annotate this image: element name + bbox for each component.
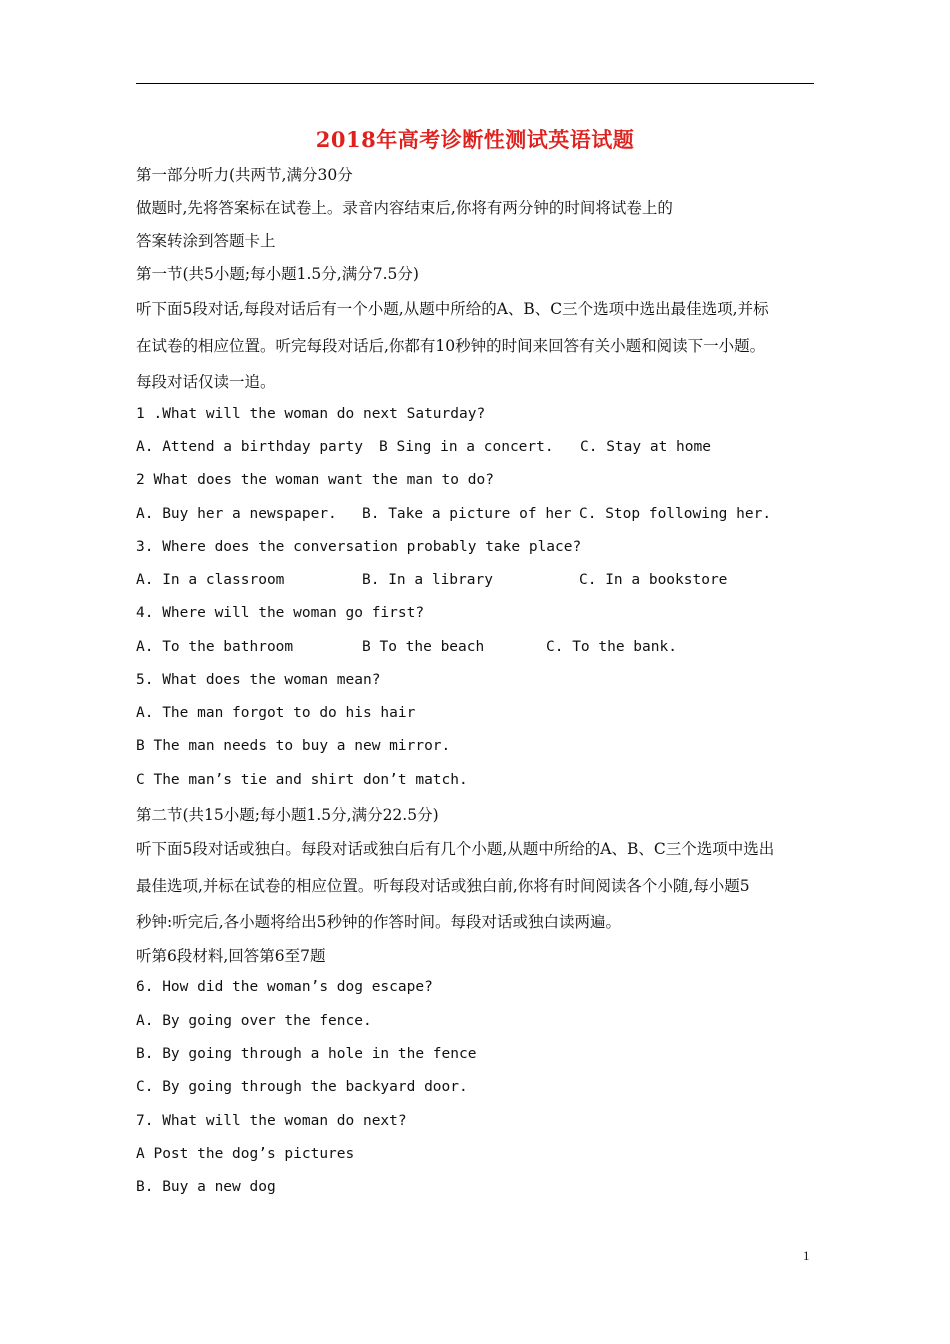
section1-header: 第一节(共5小题;每小题1.5分,满分7.5分): [136, 265, 419, 283]
section1-instruction-3: 每段对话仅读一追。: [136, 373, 276, 391]
question-6-option-c: C. By going through the backyard door.: [136, 1079, 468, 1095]
material-6-header: 听第6段材料,回答第6至7题: [136, 947, 326, 965]
question-4: 4. Where will the woman go first?: [136, 605, 425, 621]
section1-instruction-1: 听下面5段对话,每段对话后有一个小题,从题中所给的A、B、C三个选项中选出最佳选项,并标: [136, 300, 769, 318]
question-3-option-a: A. In a classroom: [136, 572, 285, 588]
section2-header: 第二节(共15小题;每小题1.5分,满分22.5分): [136, 806, 439, 824]
question-4-option-c: C. To the bank.: [546, 639, 677, 655]
question-1-option-c: C. Stay at home: [580, 439, 711, 455]
question-3: 3. Where does the conversation probably take place?: [136, 539, 582, 555]
question-2-option-c: C. Stop following her.: [579, 506, 772, 522]
question-3-option-b: B. In a library: [362, 572, 493, 588]
question-4-option-b: B To the beach: [362, 639, 485, 655]
section1-instruction-2: 在试卷的相应位置。听完每段对话后,你都有10秒钟的时间来回答有关小题和阅读下一小题。: [136, 337, 766, 355]
question-5-option-b: B The man needs to buy a new mirror.: [136, 738, 451, 754]
question-1-option-a: A. Attend a birthday party: [136, 439, 363, 455]
page-title: 2018年高考诊断性测试英语试题: [315, 127, 635, 152]
part1-instruction-b: 答案转涂到答题卡上: [136, 232, 276, 250]
section2-instruction-2: 最佳选项,并标在试卷的相应位置。听每段对话或独白前,你将有时间阅读各个小随,每小题5: [136, 877, 750, 895]
question-6: 6. How did the woman’s dog escape?: [136, 979, 433, 995]
question-7-option-a: A Post the dog’s pictures: [136, 1146, 355, 1162]
question-7: 7. What will the woman do next?: [136, 1113, 407, 1129]
question-7-option-b: B. Buy a new dog: [136, 1179, 276, 1195]
part1-instruction-a: 做题时,先将答案标在试卷上。录音内容结束后,你将有两分钟的时间将试卷上的: [136, 199, 673, 217]
question-2-option-b: B. Take a picture of her: [362, 506, 572, 522]
question-5-option-c: C The man’s tie and shirt don’t match.: [136, 772, 468, 788]
page-number: 1: [803, 1248, 810, 1263]
question-6-option-b: B. By going through a hole in the fence: [136, 1046, 477, 1062]
question-1: 1 .What will the woman do next Saturday?: [136, 406, 486, 422]
section2-instruction-3: 秒钟:听完后,各小题将给出5秒钟的作答时间。每段对话或独白读两遍。: [136, 913, 622, 931]
question-5-option-a: A. The man forgot to do his hair: [136, 705, 416, 721]
section2-instruction-1: 听下面5段对话或独白。每段对话或独白后有几个小题,从题中所给的A、B、C三个选项中选出: [136, 840, 775, 858]
header-rule: [136, 83, 814, 84]
question-5: 5. What does the woman mean?: [136, 672, 381, 688]
question-1-option-b: B Sing in a concert.: [379, 439, 554, 455]
question-2: 2 What does the woman want the man to do?: [136, 472, 494, 488]
part1-header: 第一部分听力(共两节,满分30分: [136, 166, 353, 184]
question-3-option-c: C. In a bookstore: [579, 572, 728, 588]
question-6-option-a: A. By going over the fence.: [136, 1013, 372, 1029]
question-4-option-a: A. To the bathroom: [136, 639, 294, 655]
question-2-option-a: A. Buy her a newspaper.: [136, 506, 337, 522]
